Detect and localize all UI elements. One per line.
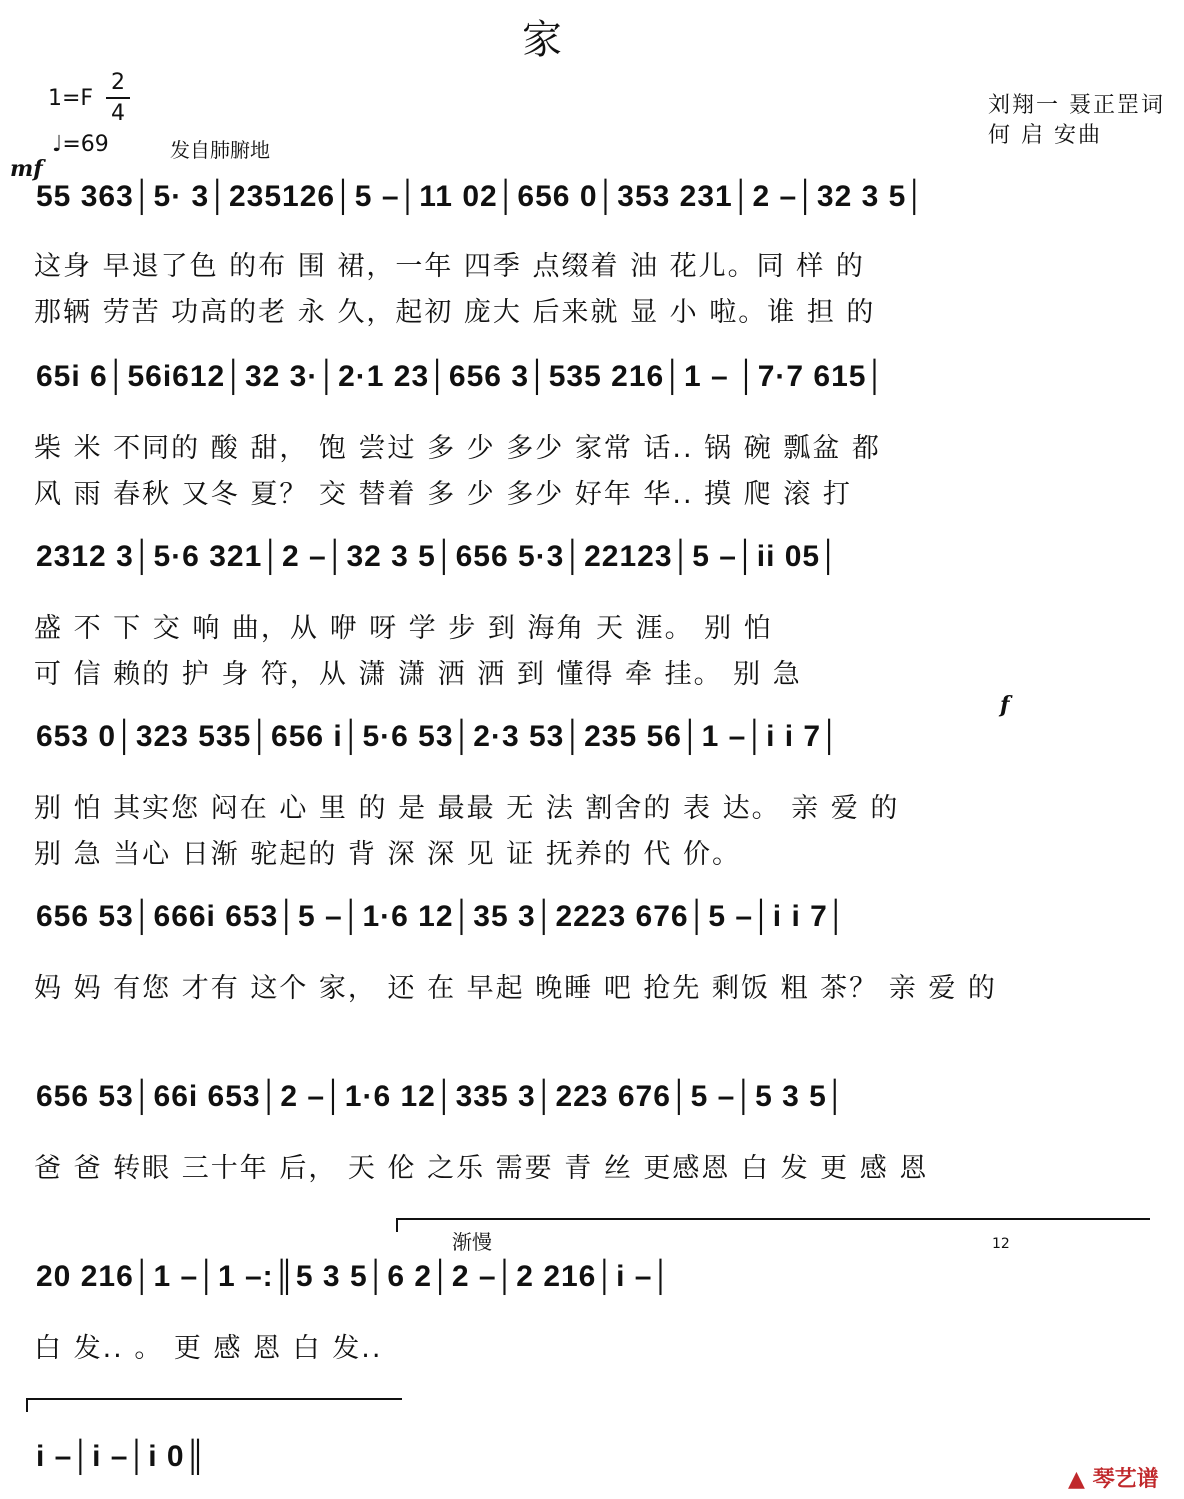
lyrics-line-2-verse-1: 柴 米 不同的 酸 甜， 饱 尝过 多 少 多少 家常 话.. 锅 碗 瓢盆 都 bbox=[34, 433, 881, 464]
lyrics-line-2-verse-2: 风 雨 春秋 又冬 夏？ 交 替着 多 少 多少 好年 华.. 摸 爬 滚 打 bbox=[34, 479, 852, 510]
ending-mark: 12 bbox=[992, 1236, 1010, 1252]
lyrics-line-5: 妈 妈 有您 才有 这个 家， 还 在 早起 晚睡 吧 抢先 剩饭 粗 茶？ 亲 爱 的 bbox=[34, 973, 997, 1004]
lyrics-line-4-verse-1: 别 怕 其实您 闷在 心 里 的 是 最最 无 法 割舍的 表 达。 亲 爱 的 bbox=[34, 793, 900, 824]
notation-line-4: 653 0│323 535│656 i│5·6 53│2·3 53│235 56│1 –│i i 7│ bbox=[36, 720, 841, 753]
dynamic-mf: mf bbox=[10, 156, 43, 182]
ritardando-marking: 渐慢 bbox=[452, 1230, 492, 1254]
tempo-marking: ♩=69 bbox=[52, 132, 109, 157]
notation-line-8: i –│i –│i 0║ bbox=[36, 1440, 207, 1473]
time-signature bbox=[106, 70, 130, 126]
time-signature-bottom: 4 bbox=[111, 101, 125, 126]
lyrics-line-1-verse-1: 这身 早退了色 的布 围 裙，一年 四季 点缀着 油 花儿。同 样 的 bbox=[34, 251, 865, 282]
lyrics-line-1-verse-2: 那辆 劳苦 功高的老 永 久，起初 庞大 后来就 显 小 啦。谁 担 的 bbox=[34, 297, 876, 328]
logo-icon: ▲ bbox=[1068, 1467, 1085, 1492]
watermark-text: 琴艺谱 bbox=[1092, 1467, 1159, 1492]
coda-bracket bbox=[396, 1218, 1150, 1232]
notation-line-7: 20 216│1 –│1 –:║5 3 5│6 2│2 –│2 216│i –│ bbox=[36, 1260, 673, 1293]
dynamic-f: f bbox=[1000, 692, 1010, 718]
watermark-logo bbox=[1068, 1462, 1159, 1493]
notation-line-3: 2312 3│5·6 321│2 –│32 3 5│656 5·3│22123│5 –│ii 05│ bbox=[36, 540, 840, 573]
lyrics-line-3-verse-1: 盛 不 下 交 响 曲，从 咿 呀 学 步 到 海角 天 涯。 别 怕 bbox=[34, 613, 773, 644]
notation-line-5: 656 53│666i 653│5 –│1·6 12│35 3│2223 676│5 –│i i 7│ bbox=[36, 900, 848, 933]
lyrics-line-4-verse-2: 别 急 当心 日渐 驼起的 背 深 深 见 证 抚养的 代 价。 bbox=[34, 839, 741, 870]
time-signature-top: 2 bbox=[111, 70, 125, 95]
composer-credit: 何 启 安曲 bbox=[988, 123, 1102, 148]
lyricist-credit: 刘翔一 聂正罡词 bbox=[988, 93, 1165, 118]
lyrics-line-3-verse-2: 可 信 赖的 护 身 符，从 潇 潇 洒 洒 到 懂得 牵 挂。 别 急 bbox=[34, 659, 802, 690]
song-title: 家 bbox=[522, 17, 562, 63]
notation-line-6: 656 53│66i 653│2 –│1·6 12│335 3│223 676│5 –│5 3 5│ bbox=[36, 1080, 847, 1113]
key-signature: 1=F bbox=[48, 86, 94, 111]
final-bracket bbox=[26, 1398, 402, 1412]
notation-line-1: 55 363│5· 3│235126│5 –│11 02│656 0│353 231│2 –│32 3 5│ bbox=[36, 180, 927, 213]
lyrics-line-7: 白 发.. 。 更 感 恩 白 发.. bbox=[34, 1333, 383, 1364]
lyrics-line-6: 爸 爸 转眼 三十年 后， 天 伦 之乐 需要 青 丝 更感恩 白 发 更 感 恩 bbox=[34, 1153, 929, 1184]
notation-line-2: 65i 6│56i612│32 3·│2·1 23│656 3│535 216│1 – │7·7 615│ bbox=[36, 360, 887, 393]
expression-marking: 发自肺腑地 bbox=[170, 138, 270, 162]
